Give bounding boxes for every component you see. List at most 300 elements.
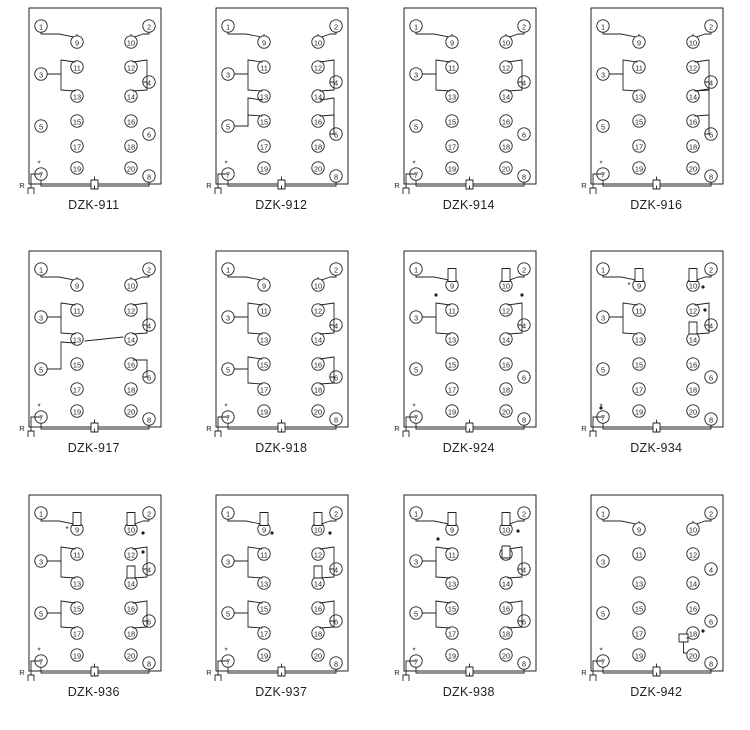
svg-text:R: R	[206, 424, 212, 434]
svg-text:5: 5	[413, 122, 418, 132]
svg-text:5: 5	[413, 608, 418, 618]
svg-text:16: 16	[314, 603, 323, 613]
svg-text:15: 15	[447, 360, 456, 370]
svg-text:13: 13	[447, 578, 456, 588]
svg-text:9: 9	[262, 524, 267, 534]
svg-text:16: 16	[314, 117, 323, 127]
svg-text:15: 15	[72, 117, 81, 127]
svg-text:9: 9	[262, 281, 267, 291]
svg-text:19: 19	[635, 164, 644, 174]
svg-text:20: 20	[314, 650, 323, 660]
svg-text:16: 16	[501, 360, 510, 370]
svg-text:8: 8	[146, 415, 151, 425]
diagram-cell	[375, 0, 563, 243]
svg-text:19: 19	[260, 650, 269, 660]
diagram-cell	[563, 0, 750, 243]
diagram-caption: DZK-936	[67, 684, 120, 699]
svg-text:3: 3	[601, 70, 606, 80]
wiring-diagram	[394, 4, 544, 194]
svg-text:15: 15	[447, 117, 456, 127]
svg-text:10: 10	[689, 524, 698, 534]
svg-text:13: 13	[635, 92, 644, 102]
svg-text:2: 2	[146, 22, 151, 32]
svg-text:4: 4	[146, 78, 151, 88]
svg-text:2: 2	[709, 265, 714, 275]
svg-text:19: 19	[447, 650, 456, 660]
svg-text:1: 1	[38, 265, 43, 275]
svg-text:1: 1	[226, 265, 231, 275]
svg-text:*: *	[412, 646, 416, 656]
svg-text:14: 14	[689, 92, 698, 102]
svg-text:18: 18	[689, 385, 698, 395]
svg-text:1: 1	[38, 508, 43, 518]
svg-text:20: 20	[314, 164, 323, 174]
diagram-caption: DZK-937	[255, 684, 308, 699]
svg-text:10: 10	[689, 281, 698, 291]
svg-text:18: 18	[314, 628, 323, 638]
svg-text:11: 11	[72, 549, 81, 559]
svg-text:12: 12	[501, 306, 510, 316]
svg-text:9: 9	[637, 38, 642, 48]
svg-text:18: 18	[501, 628, 510, 638]
svg-text:17: 17	[72, 628, 81, 638]
svg-text:5: 5	[226, 365, 231, 375]
svg-text:6: 6	[334, 616, 339, 626]
svg-text:9: 9	[262, 38, 267, 48]
svg-text:17: 17	[260, 628, 269, 638]
svg-text:18: 18	[126, 628, 135, 638]
svg-text:3: 3	[38, 313, 43, 323]
svg-text:14: 14	[314, 335, 323, 345]
svg-text:5: 5	[226, 608, 231, 618]
diagram-cell	[0, 243, 188, 486]
svg-text:18: 18	[689, 142, 698, 152]
svg-text:2: 2	[334, 508, 339, 518]
wiring-diagram	[19, 247, 169, 437]
svg-text:8: 8	[709, 172, 714, 182]
svg-text:2: 2	[334, 265, 339, 275]
svg-text:10: 10	[314, 524, 323, 534]
svg-text:1: 1	[38, 22, 43, 32]
wiring-diagram	[581, 4, 731, 194]
svg-text:13: 13	[72, 92, 81, 102]
svg-text:18: 18	[126, 142, 135, 152]
svg-text:1: 1	[413, 265, 418, 275]
svg-text:5: 5	[38, 122, 43, 132]
svg-text:2: 2	[146, 265, 151, 275]
svg-text:20: 20	[689, 407, 698, 417]
diagram-cell	[188, 243, 376, 486]
svg-text:5: 5	[38, 365, 43, 375]
svg-text:9: 9	[637, 281, 642, 291]
svg-text:18: 18	[501, 385, 510, 395]
svg-text:10: 10	[314, 38, 323, 48]
svg-text:15: 15	[72, 603, 81, 613]
svg-text:17: 17	[447, 628, 456, 638]
svg-text:20: 20	[501, 164, 510, 174]
svg-text:7: 7	[38, 413, 43, 423]
svg-text:*: *	[37, 159, 41, 169]
svg-text:15: 15	[635, 603, 644, 613]
svg-text:13: 13	[72, 578, 81, 588]
svg-text:11: 11	[72, 63, 81, 73]
svg-text:1: 1	[413, 508, 418, 518]
svg-text:9: 9	[449, 281, 454, 291]
svg-text:17: 17	[635, 142, 644, 152]
svg-text:2: 2	[709, 22, 714, 32]
svg-text:4: 4	[709, 321, 714, 331]
svg-text:11: 11	[72, 306, 81, 316]
diagram-cell	[375, 487, 563, 730]
svg-text:9: 9	[74, 38, 79, 48]
svg-text:12: 12	[501, 63, 510, 73]
svg-text:18: 18	[689, 628, 698, 638]
svg-text:6: 6	[521, 130, 526, 140]
svg-text:16: 16	[689, 360, 698, 370]
svg-text:8: 8	[334, 415, 339, 425]
svg-text:19: 19	[72, 407, 81, 417]
svg-text:20: 20	[501, 650, 510, 660]
svg-text:2: 2	[709, 508, 714, 518]
svg-text:8: 8	[334, 658, 339, 668]
wiring-diagram	[19, 4, 169, 194]
svg-text:4: 4	[709, 78, 714, 88]
svg-text:10: 10	[126, 524, 135, 534]
svg-text:15: 15	[260, 360, 269, 370]
svg-text:13: 13	[260, 92, 269, 102]
svg-text:11: 11	[260, 63, 269, 73]
svg-text:4: 4	[146, 321, 151, 331]
diagram-cell	[375, 243, 563, 486]
svg-text:7: 7	[38, 656, 43, 666]
svg-text:17: 17	[260, 142, 269, 152]
svg-text:15: 15	[447, 603, 456, 613]
svg-text:2: 2	[521, 22, 526, 32]
svg-text:17: 17	[72, 142, 81, 152]
svg-text:*: *	[599, 159, 603, 169]
svg-text:3: 3	[413, 313, 418, 323]
wiring-diagram	[581, 491, 731, 681]
svg-text:*: *	[599, 646, 603, 656]
svg-text:6: 6	[146, 616, 151, 626]
svg-text:20: 20	[689, 164, 698, 174]
svg-text:13: 13	[447, 92, 456, 102]
svg-text:5: 5	[601, 365, 606, 375]
svg-text:15: 15	[260, 117, 269, 127]
svg-text:12: 12	[126, 549, 135, 559]
svg-text:11: 11	[260, 549, 269, 559]
svg-text:*: *	[37, 402, 41, 412]
svg-text:3: 3	[226, 313, 231, 323]
wiring-diagram	[394, 491, 544, 681]
diagram-caption: DZK-911	[68, 198, 120, 212]
svg-text:4: 4	[521, 321, 526, 331]
svg-text:11: 11	[635, 63, 644, 73]
svg-text:16: 16	[126, 117, 135, 127]
svg-text:R: R	[394, 424, 400, 434]
diagram-cell	[0, 487, 188, 730]
svg-text:4: 4	[334, 78, 339, 88]
svg-text:20: 20	[314, 407, 323, 417]
diagram-caption: DZK-934	[630, 441, 683, 456]
svg-text:7: 7	[413, 170, 418, 180]
svg-text:6: 6	[709, 130, 714, 140]
svg-text:3: 3	[601, 556, 606, 566]
svg-text:*: *	[412, 159, 416, 169]
svg-text:17: 17	[260, 385, 269, 395]
wiring-diagram	[19, 491, 169, 681]
svg-text:14: 14	[501, 92, 510, 102]
svg-text:11: 11	[447, 549, 456, 559]
svg-text:14: 14	[501, 578, 510, 588]
svg-text:*: *	[224, 159, 228, 169]
svg-text:15: 15	[635, 360, 644, 370]
svg-text:6: 6	[334, 373, 339, 383]
svg-text:14: 14	[501, 335, 510, 345]
svg-text:12: 12	[126, 63, 135, 73]
svg-text:8: 8	[709, 415, 714, 425]
diagram-caption: DZK-914	[442, 198, 495, 212]
svg-text:R: R	[394, 667, 400, 677]
svg-text:14: 14	[689, 578, 698, 588]
svg-text:15: 15	[260, 603, 269, 613]
svg-text:7: 7	[601, 656, 606, 666]
svg-text:8: 8	[146, 172, 151, 182]
svg-text:R: R	[394, 181, 400, 190]
svg-text:19: 19	[635, 407, 644, 417]
svg-text:7: 7	[601, 413, 606, 423]
svg-text:11: 11	[447, 306, 456, 316]
svg-text:R: R	[19, 667, 25, 677]
svg-text:7: 7	[226, 656, 231, 666]
svg-text:12: 12	[314, 63, 323, 73]
wiring-diagram	[581, 247, 731, 437]
svg-text:19: 19	[72, 650, 81, 660]
svg-text:1: 1	[601, 22, 606, 32]
diagram-cell	[188, 487, 376, 730]
svg-text:19: 19	[72, 164, 81, 174]
svg-text:10: 10	[501, 38, 510, 48]
svg-text:16: 16	[126, 603, 135, 613]
svg-text:8: 8	[521, 415, 526, 425]
svg-text:6: 6	[521, 616, 526, 626]
svg-text:5: 5	[601, 608, 606, 618]
svg-text:11: 11	[447, 63, 456, 73]
svg-text:12: 12	[126, 306, 135, 316]
svg-text:11: 11	[635, 306, 644, 316]
svg-text:13: 13	[72, 335, 81, 345]
svg-text:*: *	[224, 646, 228, 656]
svg-text:3: 3	[601, 313, 606, 323]
svg-text:9: 9	[74, 281, 79, 291]
svg-text:9: 9	[449, 524, 454, 534]
svg-text:2: 2	[521, 265, 526, 275]
svg-text:16: 16	[314, 360, 323, 370]
svg-text:18: 18	[501, 142, 510, 152]
svg-text:13: 13	[635, 578, 644, 588]
svg-text:R: R	[206, 181, 212, 190]
svg-text:3: 3	[413, 556, 418, 566]
svg-text:8: 8	[334, 172, 339, 182]
svg-text:*: *	[224, 402, 228, 412]
svg-text:14: 14	[126, 335, 135, 345]
svg-text:16: 16	[689, 117, 698, 127]
svg-text:14: 14	[126, 578, 135, 588]
svg-text:19: 19	[447, 164, 456, 174]
svg-text:7: 7	[226, 413, 231, 423]
svg-text:*: *	[37, 646, 41, 656]
svg-text:R: R	[19, 181, 25, 190]
svg-text:8: 8	[521, 658, 526, 668]
svg-text:14: 14	[314, 92, 323, 102]
svg-text:20: 20	[126, 164, 135, 174]
svg-text:12: 12	[689, 549, 698, 559]
svg-text:5: 5	[38, 608, 43, 618]
diagram-cell	[188, 0, 376, 243]
svg-text:4: 4	[334, 564, 339, 574]
svg-text:R: R	[581, 667, 587, 677]
svg-text:13: 13	[635, 335, 644, 345]
svg-text:11: 11	[260, 306, 269, 316]
wiring-diagram	[206, 491, 356, 681]
svg-text:17: 17	[635, 385, 644, 395]
svg-text:17: 17	[72, 385, 81, 395]
svg-text:6: 6	[709, 373, 714, 383]
svg-text:19: 19	[635, 650, 644, 660]
svg-text:15: 15	[635, 117, 644, 127]
svg-text:11: 11	[635, 549, 644, 559]
svg-text:5: 5	[226, 122, 231, 132]
svg-text:9: 9	[637, 524, 642, 534]
svg-text:2: 2	[521, 508, 526, 518]
svg-text:6: 6	[146, 373, 151, 383]
diagram-cell	[0, 0, 188, 243]
svg-text:19: 19	[447, 407, 456, 417]
svg-text:1: 1	[226, 508, 231, 518]
svg-text:4: 4	[521, 78, 526, 88]
svg-text:9: 9	[74, 524, 79, 534]
svg-text:9: 9	[449, 38, 454, 48]
svg-text:8: 8	[709, 658, 714, 668]
svg-text:6: 6	[146, 130, 151, 140]
diagram-caption: DZK-938	[442, 684, 495, 699]
svg-text:13: 13	[260, 335, 269, 345]
diagram-caption: DZK-917	[67, 441, 120, 456]
svg-text:19: 19	[260, 407, 269, 417]
svg-text:15: 15	[72, 360, 81, 370]
svg-text:14: 14	[126, 92, 135, 102]
svg-text:1: 1	[601, 508, 606, 518]
svg-text:8: 8	[146, 658, 151, 668]
svg-text:*: *	[65, 524, 69, 534]
svg-text:10: 10	[501, 524, 510, 534]
svg-text:20: 20	[689, 650, 698, 660]
svg-text:R: R	[19, 424, 25, 434]
diagram-caption: DZK-912	[255, 198, 308, 212]
svg-text:14: 14	[689, 335, 698, 345]
svg-text:13: 13	[447, 335, 456, 345]
diagram-caption: DZK-924	[442, 441, 495, 456]
svg-text:14: 14	[314, 578, 323, 588]
svg-text:18: 18	[314, 142, 323, 152]
svg-text:17: 17	[635, 628, 644, 638]
svg-text:1: 1	[226, 22, 231, 32]
svg-text:12: 12	[314, 549, 323, 559]
svg-text:7: 7	[601, 170, 606, 180]
svg-text:17: 17	[447, 385, 456, 395]
diagram-caption: DZK-942	[630, 684, 683, 699]
svg-text:1: 1	[413, 22, 418, 32]
svg-text:12: 12	[689, 306, 698, 316]
svg-text:7: 7	[38, 170, 43, 180]
svg-text:16: 16	[501, 603, 510, 613]
svg-text:4: 4	[334, 321, 339, 331]
svg-text:3: 3	[38, 70, 43, 80]
svg-text:*: *	[627, 281, 631, 291]
diagram-caption: DZK-918	[255, 441, 308, 456]
diagram-cell	[563, 243, 750, 486]
svg-text:16: 16	[501, 117, 510, 127]
wiring-diagram	[206, 4, 356, 194]
svg-text:16: 16	[126, 360, 135, 370]
svg-text:10: 10	[126, 38, 135, 48]
svg-text:20: 20	[501, 407, 510, 417]
svg-text:2: 2	[146, 508, 151, 518]
svg-text:8: 8	[521, 172, 526, 182]
svg-text:6: 6	[521, 373, 526, 383]
svg-text:20: 20	[126, 650, 135, 660]
svg-text:5: 5	[601, 122, 606, 132]
wiring-diagram	[206, 247, 356, 437]
svg-text:7: 7	[413, 656, 418, 666]
diagram-caption: DZK-916	[630, 198, 683, 212]
svg-text:4: 4	[521, 564, 526, 574]
svg-text:3: 3	[38, 556, 43, 566]
svg-text:12: 12	[314, 306, 323, 316]
svg-text:*: *	[412, 402, 416, 412]
svg-text:1: 1	[601, 265, 606, 275]
svg-text:2: 2	[334, 22, 339, 32]
svg-text:3: 3	[226, 556, 231, 566]
svg-text:4: 4	[709, 564, 714, 574]
svg-text:10: 10	[501, 281, 510, 291]
diagram-cell	[563, 487, 750, 730]
svg-text:7: 7	[413, 413, 418, 423]
svg-text:5: 5	[413, 365, 418, 375]
svg-text:18: 18	[126, 385, 135, 395]
svg-text:3: 3	[413, 70, 418, 80]
svg-text:18: 18	[314, 385, 323, 395]
svg-text:R: R	[206, 667, 212, 677]
svg-text:3: 3	[226, 70, 231, 80]
svg-text:10: 10	[689, 38, 698, 48]
svg-text:10: 10	[314, 281, 323, 291]
svg-text:7: 7	[226, 170, 231, 180]
svg-text:4: 4	[146, 564, 151, 574]
svg-text:6: 6	[709, 616, 714, 626]
svg-text:19: 19	[260, 164, 269, 174]
svg-text:13: 13	[260, 578, 269, 588]
svg-text:6: 6	[334, 130, 339, 140]
svg-text:16: 16	[689, 603, 698, 613]
svg-text:R: R	[581, 181, 587, 190]
svg-text:R: R	[581, 424, 587, 434]
svg-text:17: 17	[447, 142, 456, 152]
svg-text:20: 20	[126, 407, 135, 417]
svg-text:10: 10	[126, 281, 135, 291]
wiring-diagram	[394, 247, 544, 437]
svg-text:12: 12	[689, 63, 698, 73]
